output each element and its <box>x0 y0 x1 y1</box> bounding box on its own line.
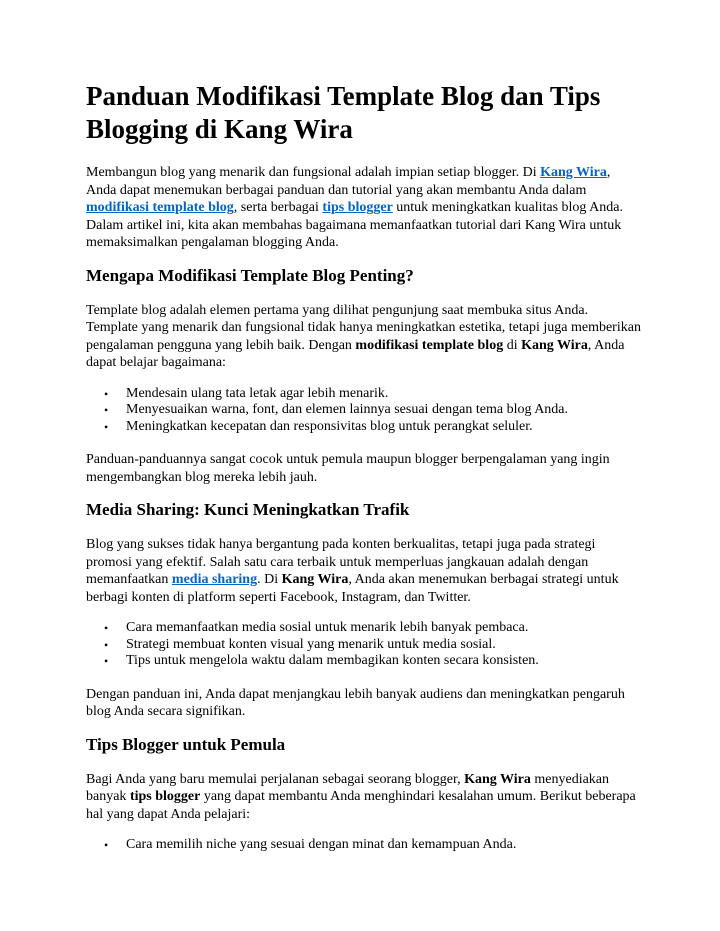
section1-bold-1: modifikasi template blog <box>355 337 504 353</box>
list-item <box>104 837 642 854</box>
list-item-text: Cara memilih niche yang sesuai dengan minat dan kemampuan Anda. <box>126 837 517 852</box>
section1-paragraph <box>86 302 642 372</box>
section-heading-media-sharing: Media Sharing: Kunci Meningkatkan Trafik <box>86 500 410 519</box>
list-item <box>104 418 642 436</box>
section3-text-2: menyediakan banyak <box>86 771 610 804</box>
intro-paragraph <box>86 164 642 252</box>
list-item <box>104 636 642 654</box>
list-item <box>104 402 642 419</box>
bullet-icon: • <box>104 654 109 668</box>
section3-text-3: yang dapat membantu Anda menghindari kesalahan umum. Berikut beberapa hal yang dapat Anda pelajari: <box>86 789 636 822</box>
intro-text-2: , Anda dapat menemukan berbagai panduan dan tutorial yang akan membantu Anda dalam <box>86 165 611 198</box>
list-item-text: Cara memanfaatkan media sosial untuk menarik lebih banyak pembaca. <box>126 620 529 635</box>
document-page <box>86 80 642 870</box>
bullet-icon: • <box>104 419 109 434</box>
section3-paragraph <box>86 771 642 824</box>
kang-wira-link[interactable]: Kang Wira <box>540 165 607 180</box>
section2-closing-paragraph: Dengan panduan ini, Anda dapat menjangkau lebih banyak audiens dan meningkatkan pengaruh blog Anda secara signifikan. <box>86 686 625 719</box>
section2-bold: Kang Wira <box>281 572 349 587</box>
list-item <box>104 620 642 637</box>
bullet-icon: • <box>104 403 109 417</box>
bullet-icon: • <box>104 386 109 401</box>
page-title: Panduan Modifikasi Template Blog dan Tips Blogging di Kang Wira <box>86 81 601 144</box>
section1-text-2: di <box>503 337 522 353</box>
list-item <box>104 653 642 670</box>
section2-list <box>86 620 642 670</box>
intro-text-1: Membangun blog yang menarik dan fungsional adalah impian setiap blogger. Di <box>86 165 541 180</box>
section2-text-2: . Di <box>257 572 282 587</box>
section3-list <box>86 837 642 854</box>
section1-text-3: , Anda dapat belajar bagaimana: <box>86 337 625 370</box>
bullet-icon: • <box>104 637 109 652</box>
list-item-text: Mendesain ulang tata letak agar lebih menarik. <box>126 385 389 401</box>
section3-bold-2: tips blogger <box>129 789 201 804</box>
tips-blogger-link[interactable]: tips blogger <box>322 200 393 215</box>
section2-text-1: Blog yang sukses tidak hanya bergantung pada konten berkualitas, tetapi juga pada strategi promosi yang efektif. Salah satu cara terbaik untuk memperluas jangkauan adalah dengan memanfaatkan <box>86 537 596 587</box>
section1-bold-2: Kang Wira <box>521 337 588 353</box>
section1-list <box>86 386 642 436</box>
intro-text-4: untuk meningkatkan kualitas blog Anda. Dalam artikel ini, kita akan membahas bagaimana memanfaatkan tutorial dari Kang Wira untuk memaksimalkan pengalaman blogging Anda. <box>86 200 623 250</box>
intro-text-3: , serta berbagai <box>233 200 323 215</box>
section1-closing-paragraph: Panduan-panduannya sangat cocok untuk pemula maupun blogger berpengalaman yang ingin mengembangkan blog mereka lebih jauh. <box>86 452 610 485</box>
list-item <box>104 385 642 403</box>
modifikasi-template-blog-link[interactable]: modifikasi template blog <box>86 200 234 215</box>
section-heading-tips-blogger: Tips Blogger untuk Pemula <box>86 734 286 754</box>
bullet-icon: • <box>104 838 109 852</box>
media-sharing-link[interactable]: media sharing <box>171 572 258 587</box>
list-item-text: Meningkatkan kecepatan dan responsivitas blog untuk perangkat seluler. <box>126 418 533 434</box>
section-heading-mengapa: Mengapa Modifikasi Template Blog Penting? <box>86 265 414 285</box>
section2-text-3: , Anda akan menemukan berbagai strategi untuk berbagi konten di platform seperti Facebook, Instagram, dan Twitter. <box>86 572 619 605</box>
section3-bold-1: Kang Wira <box>464 771 531 787</box>
list-item-text: Menyesuaikan warna, font, dan elemen lainnya sesuai dengan tema blog Anda. <box>126 402 569 417</box>
section3-text-1: Bagi Anda yang baru memulai perjalanan sebagai seorang blogger, <box>86 771 465 787</box>
list-item-text: Strategi membuat konten visual yang menarik untuk media sosial. <box>126 636 496 652</box>
section2-paragraph <box>86 536 642 606</box>
list-item-text: Tips untuk mengelola waktu dalam membagikan konten secara konsisten. <box>126 653 539 668</box>
bullet-icon: • <box>104 621 109 635</box>
section1-text-1: Template blog adalah elemen pertama yang dilihat pengunjung saat membuka situs Anda. Template yang menarik dan fungsional tidak hanya meningkatkan estetika, tetapi juga memberikan pengalaman pengguna yang lebih baik. Dengan <box>86 302 641 353</box>
